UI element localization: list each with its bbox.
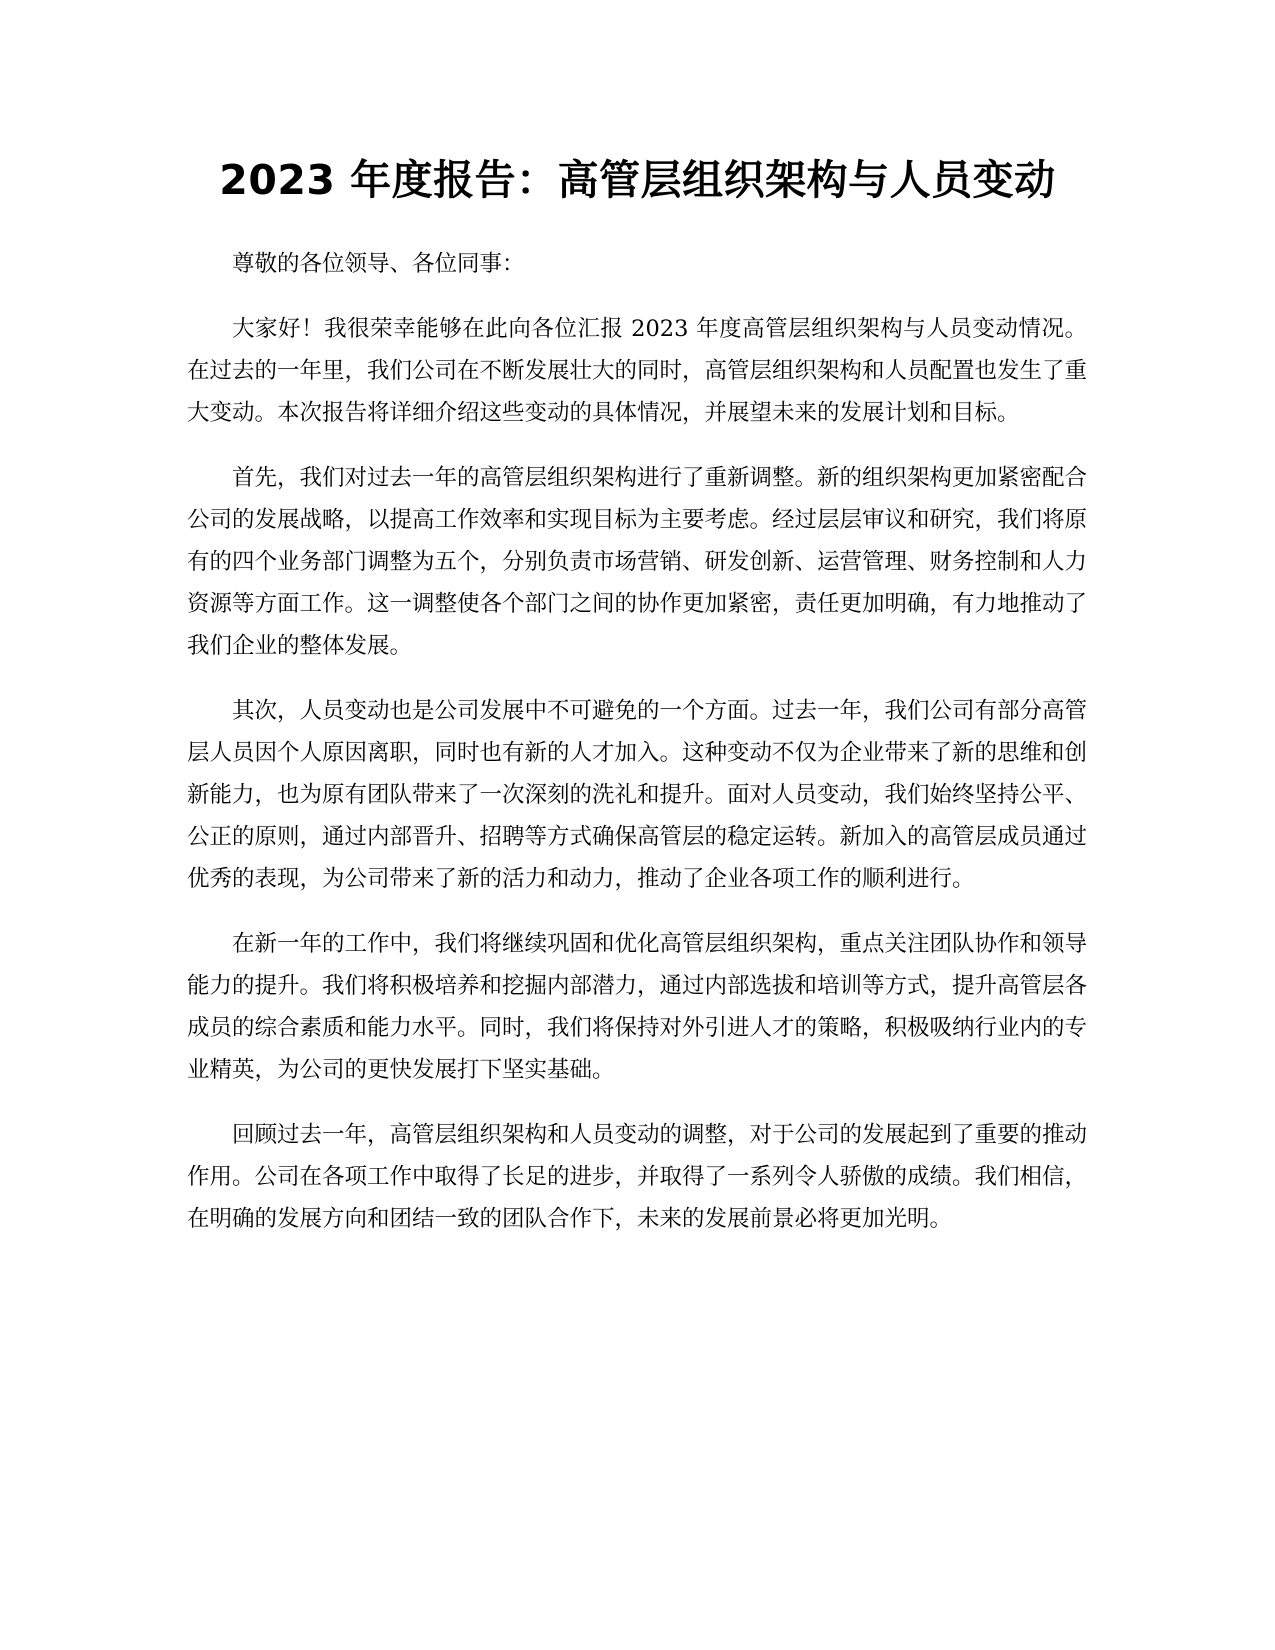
paragraph-personnel-changes: 其次，人员变动也是公司发展中不可避免的一个方面。过去一年，我们公司有部分高管层人员因个人原因离职，同时也有新的人才加入。这种变动不仅为企业带来了新的思维和创新能力，也为原有团队带来了一次深刻的洗礼和提升。面对人员变动，我们始终坚持公平、公正的原则，通过内部晋升、招聘等方式确保高管层的稳定运转。新加入的高管层成员通过优秀的表现，为公司带来了新的活力和动力，推动了企业各项工作的顺利进行。 [187,698,1088,892]
document-body [187,243,1087,1263]
document-title: 2023 年度报告：高管层组织架构与人员变动 [219,156,1056,204]
salutation: 尊敬的各位领导、各位同事： [232,251,525,277]
paragraph-intro: 大家好！我很荣幸能够在此向各位汇报 2023 年度高管层组织架构与人员变动情况。在过去的一年里，我们公司在不断发展壮大的同时，高管层组织架构和人员配置也发生了重大变动。本次报告将详细介绍这些变动的具体情况，并展望未来的发展计划和目标。 [187,316,1088,426]
paragraph-org-structure: 首先，我们对过去一年的高管层组织架构进行了重新调整。新的组织架构更加紧密配合公司的发展战略，以提高工作效率和实现目标为主要考虑。经过层层审议和研究，我们将原有的四个业务部门调整为五个，分别负责市场营销、研发创新、运营管理、财务控制和人力资源等方面工作。这一调整使各个部门之间的协作更加紧密，责任更加明确，有力地推动了我们企业的整体发展。 [187,465,1088,659]
paragraph-next-year-plan: 在新一年的工作中，我们将继续巩固和优化高管层组织架构，重点关注团队协作和领导能力的提升。我们将积极培养和挖掘内部潜力，通过内部选拔和培训等方式，提升高管层各成员的综合素质和能力水平。同时，我们将保持对外引进人才的策略，积极吸纳行业内的专业精英，为公司的更快发展打下坚实基础。 [187,931,1088,1083]
paragraph-review: 回顾过去一年，高管层组织架构和人员变动的调整，对于公司的发展起到了重要的推动作用。公司在各项工作中取得了长足的进步，并取得了一系列令人骄傲的成绩。我们相信，在明确的发展方向和团结一致的团队合作下，未来的发展前景必将更加光明。 [187,1122,1088,1232]
